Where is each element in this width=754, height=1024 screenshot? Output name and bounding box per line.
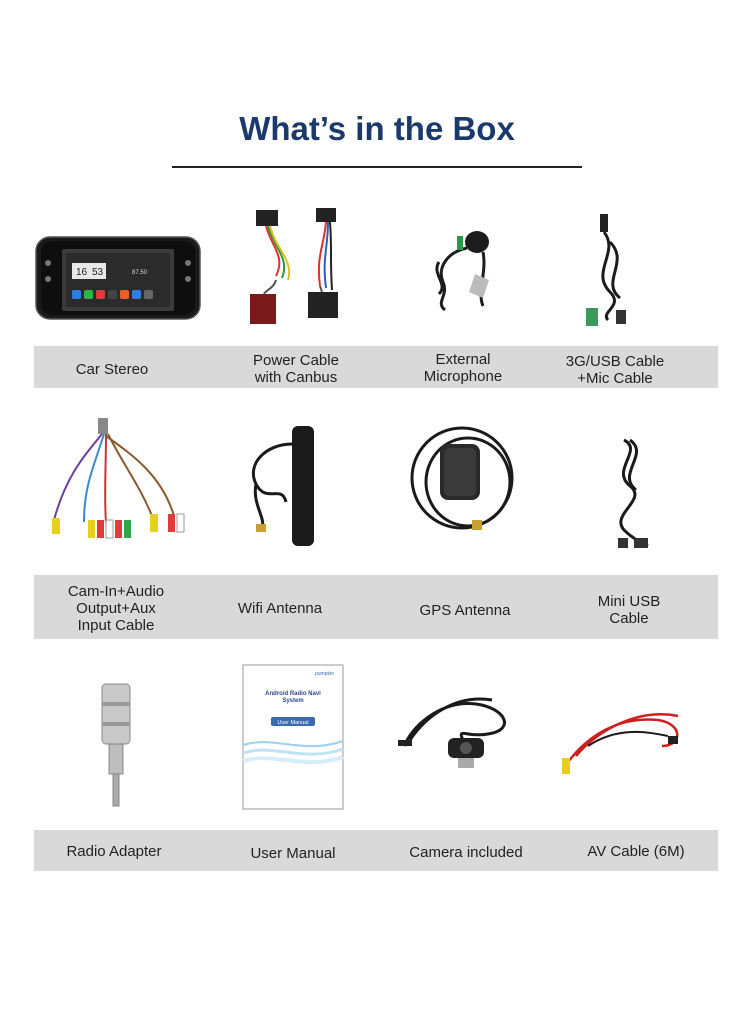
item-label-power-cable: Power Cable with Canbus xyxy=(253,352,339,386)
item-label-user-manual: User Manual xyxy=(250,845,336,862)
av-cable-image xyxy=(558,706,690,782)
manual-brand: pumpkin xyxy=(315,671,334,677)
user-manual-image xyxy=(243,665,343,809)
radio-adapter-image xyxy=(100,682,132,808)
usb-mic-cable-image xyxy=(580,212,640,328)
item-label-cam-in-audio-cable: Cam-In+Audio Output+Aux Input Cable xyxy=(67,583,165,634)
stereo-clock-hours: 16 xyxy=(76,267,88,278)
page-title: What’s in the Box xyxy=(239,110,515,147)
camera-image xyxy=(396,690,522,774)
item-label-external-microphone: External Microphone xyxy=(423,351,503,385)
car-stereo-image xyxy=(36,235,200,321)
item-label-av-cable: AV Cable (6M) xyxy=(587,843,685,860)
manual-title: Android Radio Navi System xyxy=(265,691,321,705)
cam-in-audio-cable-image xyxy=(44,416,192,548)
stereo-clock-minutes: 53 xyxy=(92,267,104,278)
item-label-car-stereo: Car Stereo xyxy=(75,361,149,378)
title-divider xyxy=(172,166,582,168)
power-cable-image xyxy=(246,206,346,334)
item-label-radio-adapter: Radio Adapter xyxy=(66,843,162,860)
wifi-antenna-image xyxy=(246,424,336,550)
stereo-radio-freq: 87.50 xyxy=(132,270,148,276)
item-label-wifi-antenna: Wifi Antenna xyxy=(237,600,323,617)
mini-usb-cable-image xyxy=(600,430,656,554)
gps-antenna-image xyxy=(408,420,520,540)
manual-badge: User Manual xyxy=(277,720,309,726)
item-label-mini-usb-cable: Mini USB Cable xyxy=(597,593,661,627)
item-label-gps-antenna: GPS Antenna xyxy=(419,602,511,619)
item-label-camera-included: Camera included xyxy=(409,844,523,861)
external-microphone-image xyxy=(427,222,497,318)
item-label-3g-usb-cable: 3G/USB Cable +Mic Cable xyxy=(565,353,665,387)
